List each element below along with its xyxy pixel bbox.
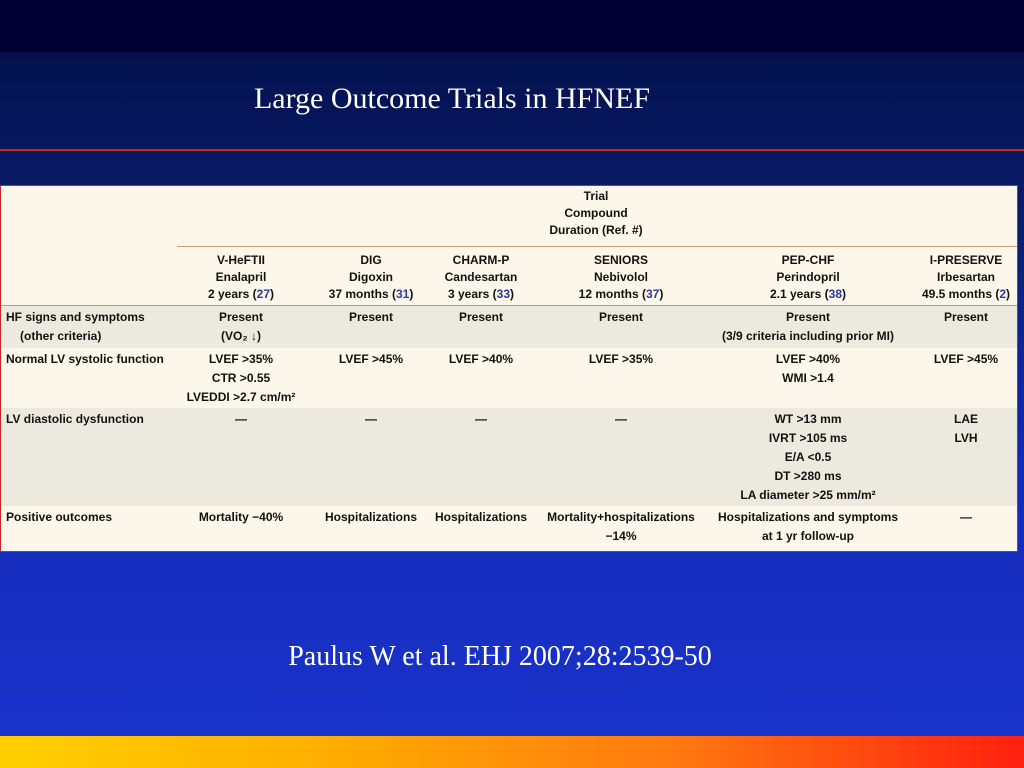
table-cell bbox=[316, 308, 426, 327]
table-cell bbox=[911, 410, 1018, 448]
row-label-line: Positive outcomes bbox=[6, 510, 113, 524]
trial-compound: Enalapril bbox=[215, 270, 267, 284]
cell-line: −14% bbox=[605, 529, 637, 543]
cell-line: LVEF >35% bbox=[588, 352, 654, 366]
table-cell bbox=[171, 308, 311, 346]
group-header-line: Trial bbox=[583, 189, 609, 203]
cell-line: Hospitalizations bbox=[324, 510, 417, 524]
group-header-line: Duration (Ref. #) bbox=[549, 223, 643, 237]
cell-line: IVRT >105 ms bbox=[768, 431, 848, 445]
cell-line: — bbox=[365, 412, 377, 426]
duration-text: 2 years ( bbox=[207, 287, 257, 301]
table-cell bbox=[426, 508, 536, 527]
cell-line: LA diameter >25 mm/m² bbox=[740, 488, 876, 502]
cell-line: Present bbox=[943, 310, 989, 324]
cell-line: WMI >1.4 bbox=[782, 371, 834, 385]
trial-name: CHARM-P bbox=[452, 253, 510, 267]
cell-line: (VO₂ ↓) bbox=[221, 329, 261, 343]
cell-line: Present bbox=[458, 310, 504, 324]
duration-close: ) bbox=[270, 287, 275, 301]
trials-table bbox=[0, 185, 1018, 552]
cell-line: (3/9 criteria including prior MI) bbox=[721, 329, 895, 343]
duration-text: 37 months ( bbox=[328, 287, 396, 301]
reference-number: 27 bbox=[256, 287, 271, 301]
table-cell bbox=[171, 410, 311, 429]
row-label-line: (other criteria) bbox=[20, 329, 102, 343]
cell-line: LVEF >45% bbox=[338, 352, 404, 366]
duration-close: ) bbox=[659, 287, 664, 301]
bottom-banner bbox=[0, 736, 1024, 768]
cell-line: — bbox=[960, 510, 972, 524]
table-cell bbox=[911, 308, 1018, 327]
table-cell bbox=[698, 410, 918, 505]
table-cell bbox=[541, 308, 701, 327]
table-cell bbox=[698, 508, 918, 546]
trial-name: I-PRESERVE bbox=[929, 253, 1003, 267]
cell-line: LVH bbox=[954, 431, 978, 445]
trial-name: V-HeFTII bbox=[216, 253, 265, 267]
cell-line: LVEDDI >2.7 cm/m² bbox=[186, 390, 296, 404]
citation: Paulus W et al. EHJ 2007;28:2539-50 bbox=[288, 641, 712, 672]
cell-line: Present bbox=[348, 310, 394, 324]
reference-number: 31 bbox=[395, 287, 410, 301]
trial-compound: Nebivolol bbox=[593, 270, 648, 284]
trial-name: SENIORS bbox=[593, 253, 648, 267]
trial-compound: Digoxin bbox=[349, 270, 393, 284]
slide-title: Large Outcome Trials in HFNEF bbox=[253, 82, 651, 115]
reference-number: 33 bbox=[496, 287, 511, 301]
title-divider bbox=[0, 149, 1024, 151]
cell-line: — bbox=[615, 412, 627, 426]
table-cell bbox=[426, 410, 536, 429]
cell-line: Present bbox=[785, 310, 831, 324]
row-label-line: HF signs and symptoms bbox=[6, 310, 145, 324]
duration-close: ) bbox=[409, 287, 414, 301]
trial-duration bbox=[426, 286, 536, 303]
duration-close: ) bbox=[1006, 287, 1011, 301]
trial-name: PEP-CHF bbox=[781, 253, 835, 267]
cell-line: LVEF >45% bbox=[933, 352, 999, 366]
trial-header-3 bbox=[541, 252, 701, 303]
cell-line: at 1 yr follow-up bbox=[761, 529, 854, 543]
reference-number: 2 bbox=[999, 287, 1007, 301]
row-label-1 bbox=[6, 350, 176, 369]
duration-text: 3 years ( bbox=[447, 287, 497, 301]
cell-line: Hospitalizations and symptoms bbox=[717, 510, 899, 524]
table-cell bbox=[541, 350, 701, 369]
cell-line: E/A <0.5 bbox=[784, 450, 832, 464]
trial-duration bbox=[911, 286, 1018, 303]
table-cell bbox=[541, 508, 701, 546]
trial-header-1 bbox=[316, 252, 426, 303]
row-label-3 bbox=[6, 508, 176, 527]
cell-line: CTR >0.55 bbox=[211, 371, 271, 385]
cell-line: Mortality −40% bbox=[198, 510, 284, 524]
cell-line: DT >280 ms bbox=[774, 469, 842, 483]
table-cell bbox=[541, 410, 701, 429]
trial-header-4 bbox=[698, 252, 918, 303]
duration-text: 12 months ( bbox=[578, 287, 646, 301]
duration-text: 2.1 years ( bbox=[769, 287, 829, 301]
table-cell bbox=[171, 508, 311, 527]
duration-text: 49.5 months ( bbox=[921, 287, 1000, 301]
table-cell bbox=[426, 308, 536, 327]
table-cell bbox=[426, 350, 536, 369]
trial-duration bbox=[171, 286, 311, 303]
trial-name: DIG bbox=[360, 253, 382, 267]
table-cell bbox=[316, 350, 426, 369]
group-header-line: Compound bbox=[564, 206, 628, 220]
duration-close: ) bbox=[510, 287, 515, 301]
cell-line: — bbox=[235, 412, 247, 426]
cell-line: LAE bbox=[954, 412, 978, 426]
cell-line: LVEF >40% bbox=[775, 352, 841, 366]
trial-duration bbox=[316, 286, 426, 303]
trial-compound: Perindopril bbox=[776, 270, 840, 284]
cell-line: Mortality+hospitalizations bbox=[547, 510, 695, 524]
table-cell bbox=[171, 350, 311, 407]
cell-line: LVEF >35% bbox=[208, 352, 274, 366]
cell-line: Hospitalizations bbox=[434, 510, 527, 524]
table-cell bbox=[316, 410, 426, 429]
trial-duration bbox=[541, 286, 701, 303]
table-cell bbox=[316, 508, 426, 527]
group-header bbox=[521, 188, 671, 239]
top-banner bbox=[0, 0, 1024, 52]
row-label-line: LV diastolic dysfunction bbox=[6, 412, 144, 426]
trial-header-2 bbox=[426, 252, 536, 303]
trial-header-0 bbox=[171, 252, 311, 303]
cell-line: — bbox=[475, 412, 487, 426]
table-cell bbox=[911, 350, 1018, 369]
reference-number: 37 bbox=[645, 287, 660, 301]
header-bottom-rule bbox=[1, 305, 1018, 306]
cell-line: Present bbox=[218, 310, 264, 324]
reference-number: 38 bbox=[828, 287, 843, 301]
table-cell bbox=[698, 350, 918, 388]
trial-header-5 bbox=[911, 252, 1018, 303]
cell-line: WT >13 mm bbox=[774, 412, 842, 426]
trial-duration bbox=[698, 286, 918, 303]
duration-close: ) bbox=[842, 287, 847, 301]
table-cell bbox=[698, 308, 918, 346]
trial-compound: Candesartan bbox=[444, 270, 518, 284]
row-label-0 bbox=[6, 308, 176, 346]
row-label-2 bbox=[6, 410, 176, 429]
cell-line: Present bbox=[598, 310, 644, 324]
table-cell bbox=[911, 508, 1018, 527]
trial-compound: Irbesartan bbox=[936, 270, 996, 284]
cell-line: LVEF >40% bbox=[448, 352, 514, 366]
header-rule bbox=[177, 246, 1017, 247]
row-label-line: Normal LV systolic function bbox=[6, 352, 164, 366]
